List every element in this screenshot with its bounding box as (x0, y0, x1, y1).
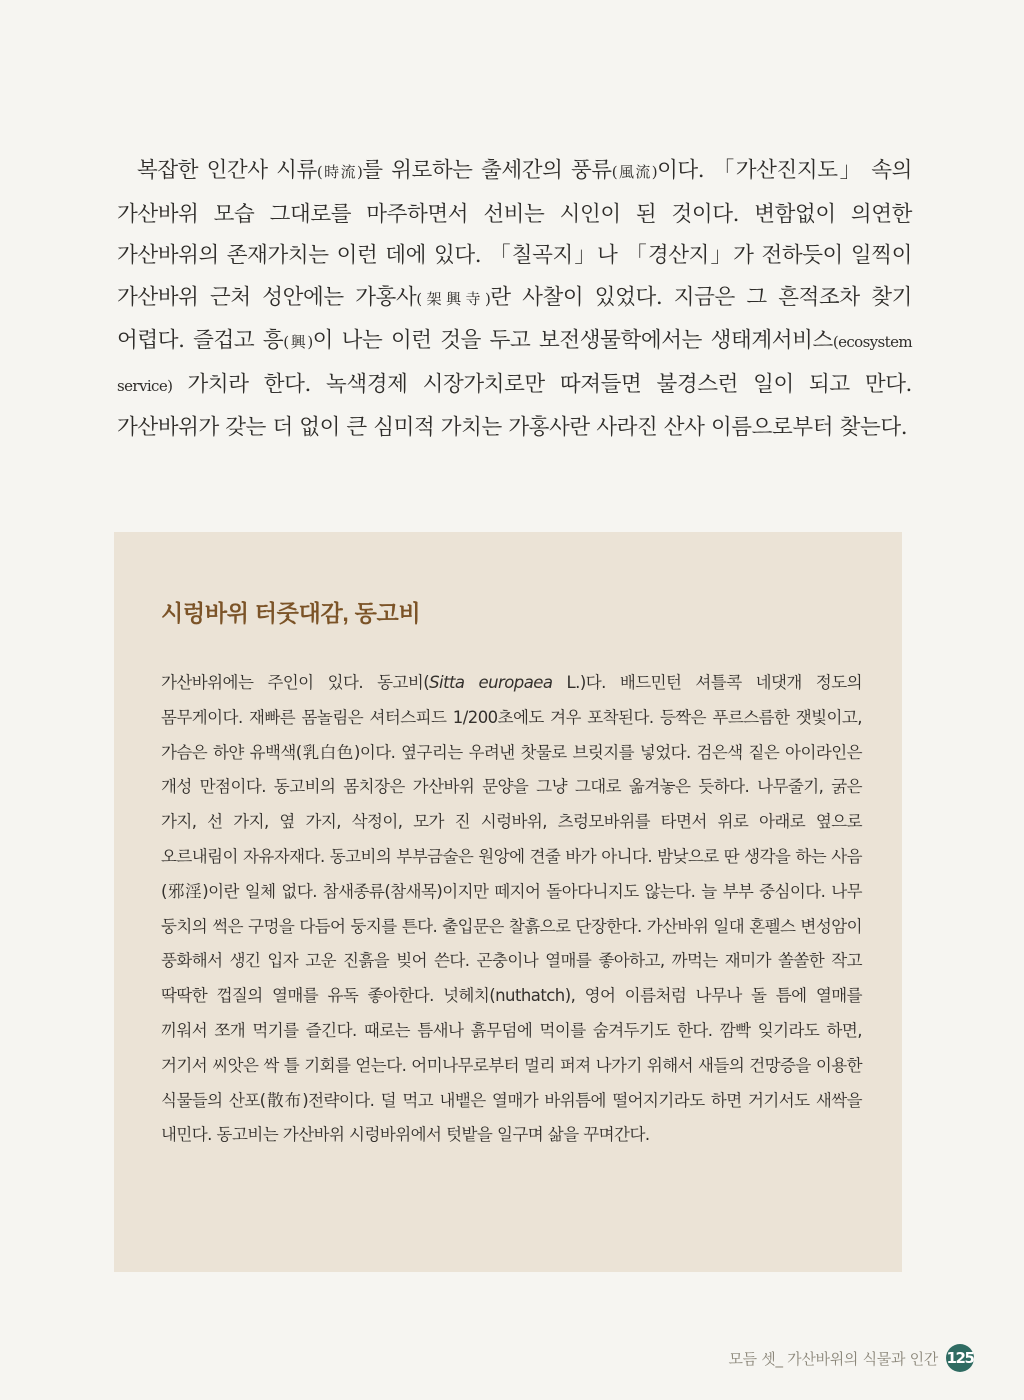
sidebar-body (161, 666, 862, 1153)
section-title: 모듬 셋_ 가산바위의 식물과 인간 (728, 1349, 938, 1368)
text-run: 이 나는 이런 것을 두고 보전생물학에서는 생태계서비스 (312, 328, 833, 353)
text-run: 란 사찰이 있었다. 지금은 그 흔적조차 찾기 어렵다. 즐겁고 흥 (117, 284, 912, 353)
main-paragraph (117, 150, 912, 449)
english-annotation: (ecosystem service) (117, 333, 912, 395)
hanja-annotation: (風流) (611, 163, 658, 181)
main-text (117, 150, 912, 449)
page-number-badge: 125 (946, 1344, 974, 1372)
text-run: 복잡한 인간사 시류 (137, 158, 317, 183)
sidebar-title: 시렁바위 터줏대감, 동고비 (161, 600, 421, 626)
hanja-annotation: (架興寺) (416, 289, 491, 308)
text-run: 를 위로하는 출세간의 풍류 (362, 158, 612, 183)
text-run: 이다. 「가산진지도」 속의 가산바위 모습 그대로를 마주하면서 선비는 시인이 된 것이다. 변함없이 의연한 가산바위의 존재가치는 이런 데에 있다. 「칠곡지」나 「경산지」가 전하듯이 일찍이 가산바위 근처 성안에는 가홍사 (117, 158, 912, 310)
text-run: 가치라 한다. 녹색경제 시장가치로만 따져들면 불경스런 일이 되고 만다. 가산바위가 갖는 더 없이 큰 심미적 가치는 가홍사란 사라진 산사 이름으로부터 찾는다. (117, 371, 912, 440)
text-run: 가산바위에는 주인이 있다. 동고비( (161, 673, 430, 692)
hanja-annotation: (興) (283, 333, 313, 351)
hanja-annotation: (時流) (316, 163, 363, 181)
page-footer (728, 1344, 974, 1372)
text-run: L.)다. 배드민턴 셔틀콕 네댓개 정도의 몸무게이다. 재빠른 몸놀림은 셔터스피드 1/200초에도 겨우 포착된다. 등짝은 푸르스름한 잿빛이고, 가슴은 하얀 유백색(乳白色)이다. 옆구리는 우려낸 찻물로 브릿지를 넣었다. 검은색 짙은 아이라인은 개성 만점이다. 동고비의 몸치장은 가산바위 문양을 그냥 그대로 옮겨놓은 듯하다. 나무줄기, 굵은 가지, 선 가지, 옆 가지, 삭정이, 모가 진 시렁바위, 츠렁모바위를 타면서 위로 아래로 옆으로 오르내림이 자유자재다. 동고비의 부부금술은 원앙에 견줄 바가 아니다. 밤낮으로 딴 생각을 하는 사음(邪淫)이란 일체 없다. 참새종류(참새목)이지만 떼지어 돌아다니지도 않는다. 늘 부부 중심이다. 나무 둥치의 썩은 구멍을 다듬어 둥지를 튼다. 출입문은 찰흙으로 단장한다. 가산바위 일대 혼펠스 변성암이 풍화해서 생긴 입자 고운 진흙을 빚어 쓴다. 곤충이나 열매를 좋아하고, 까먹는 재미가 쏠쏠한 작고 딱딱한 껍질의 열매를 유독 좋아한다. 넛헤치(nuthatch), 영어 이름처럼 나무나 돌 틈에 열매를 끼워서 쪼개 먹기를 즐긴다. 때로는 틈새나 흙무덤에 먹이를 숨겨두기도 한다. 깜빡 잊기라도 하면, 거기서 씨앗은 싹 틀 기회를 얻는다. 어미나무로부터 멀리 퍼져 나가기 위해서 새들의 건망증을 이용한 식물들의 산포(散布)전략이다. 덜 먹고 내뱉은 열매가 바위틈에 떨어지기라도 하면 거기서도 새싹을 내민다. 동고비는 가산바위 시렁바위에서 텃밭을 일구며 삶을 꾸며간다. (161, 673, 862, 1145)
scientific-name: Sitta europaea (429, 673, 553, 692)
sidebar-box (114, 532, 902, 1272)
